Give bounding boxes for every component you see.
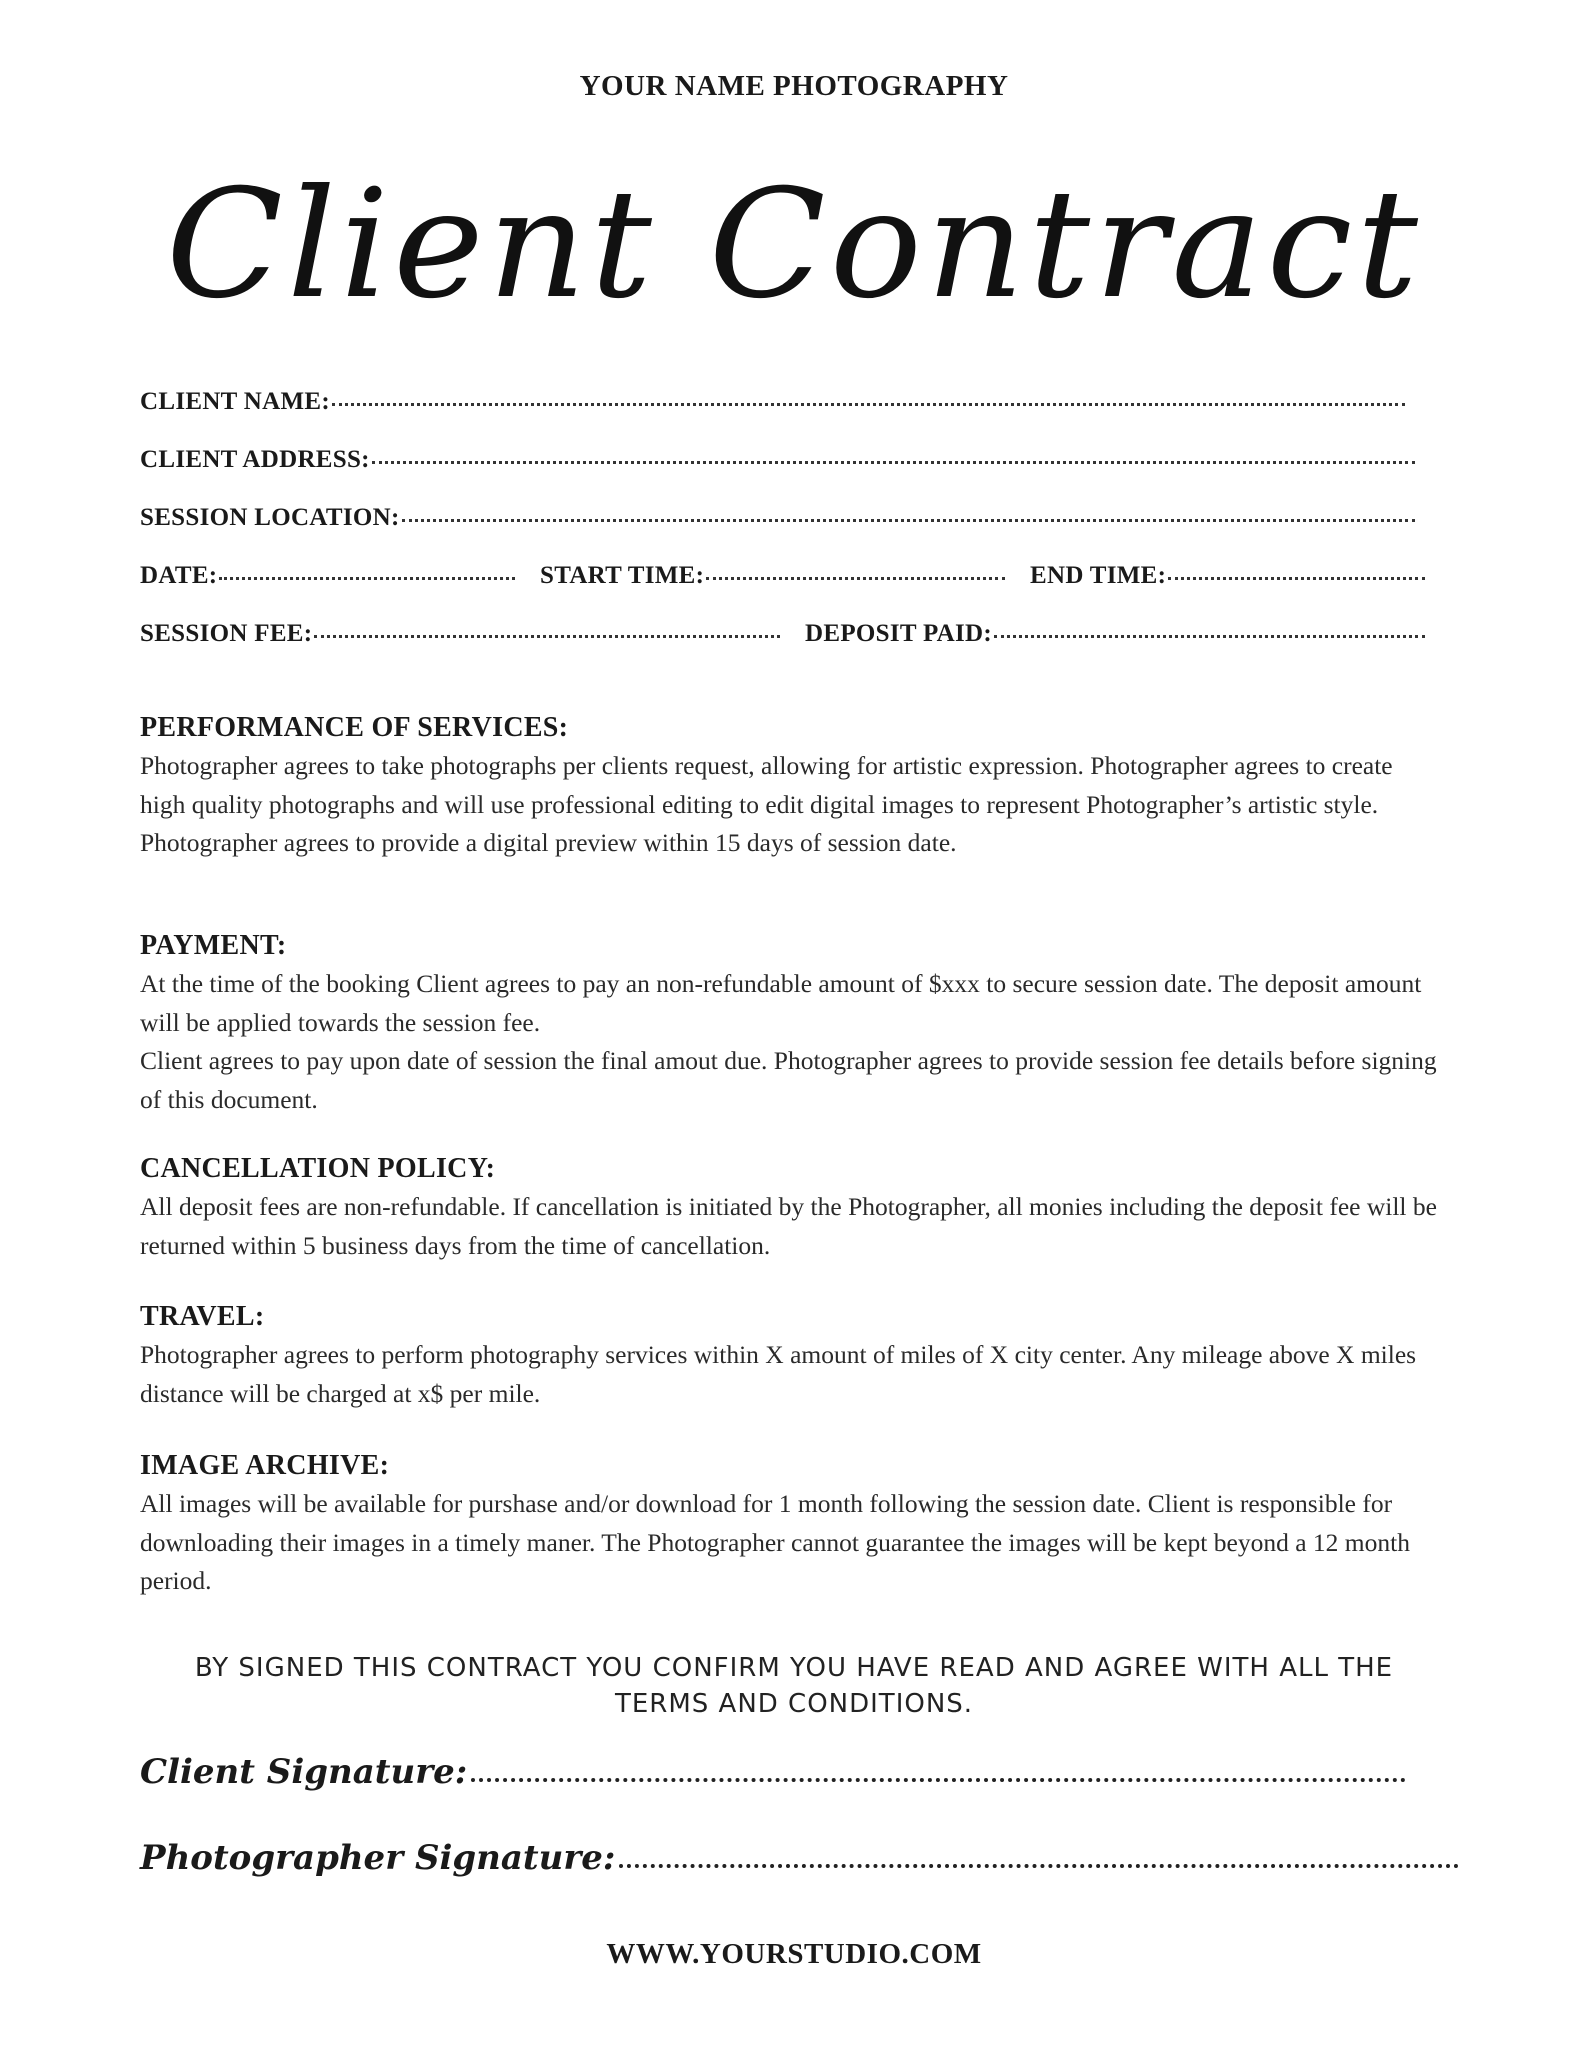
section-body: Photographer agrees to take photographs per clients request, allowing for artistic expression. Photographer agrees to create high quality photographs and will use professional editing to edit digital images to represent Photographer’s artistic style. Photographer agrees to provide a digital preview within 15 days of session date. [140, 751, 1393, 857]
deposit-paid-field[interactable] [805, 620, 1425, 648]
end-time-line [1168, 577, 1425, 580]
photographer-signature-field[interactable] [140, 1838, 1459, 1878]
section-heading: TRAVEL: [140, 1301, 265, 1332]
section-cancellation [140, 1150, 1440, 1265]
end-time-field[interactable] [1030, 562, 1425, 590]
start-time-label: START TIME: [540, 562, 705, 589]
date-time-row [140, 562, 1435, 620]
section-body: All images will be available for purshase and/or download for 1 month following the session date. Client is responsible for downloading their images in a timely maner. The Photographer cannot guarantee the images will be kept beyond a 12 month period. [140, 1489, 1410, 1595]
deposit-paid-label: DEPOSIT PAID: [805, 620, 993, 647]
photographer-signature-line [619, 1864, 1459, 1868]
section-performance [140, 709, 1440, 863]
session-location-row [140, 504, 1435, 562]
section-body: Photographer agrees to perform photography services within X amount of miles of X city center. Any mileage above X miles distance will be charged at x$ per mile. [140, 1340, 1417, 1408]
session-fee-label: SESSION FEE: [140, 620, 313, 647]
studio-website[interactable]: WWW.YOURSTUDIO.COM [606, 1938, 982, 1970]
fee-row [140, 620, 1435, 678]
client-signature-label: Client Signature: [140, 1752, 468, 1792]
section-image-archive [140, 1447, 1440, 1601]
confirmation-line-1: BY SIGNED THIS CONTRACT YOU CONFIRM YOU HAVE READ AND AGREE WITH ALL THE [194, 1653, 1394, 1683]
client-name-field[interactable] [140, 388, 1405, 416]
start-time-line [706, 577, 1005, 580]
confirmation-notice [0, 1650, 1588, 1722]
date-line [219, 577, 515, 580]
deposit-paid-line [994, 635, 1425, 638]
section-heading: PAYMENT: [140, 930, 287, 961]
session-location-field[interactable] [140, 504, 1415, 532]
section-heading: CANCELLATION POLICY: [140, 1153, 496, 1184]
section-heading: PERFORMANCE OF SERVICES: [140, 712, 569, 743]
date-field[interactable] [140, 562, 515, 590]
section-body-continued: Client agrees to pay upon date of session the final amout due. Photographer agrees to provide session fee details before signing of this document. [140, 1046, 1437, 1114]
client-address-line [372, 461, 1415, 464]
client-address-row [140, 446, 1435, 504]
brand-name: YOUR NAME PHOTOGRAPHY [579, 70, 1009, 102]
client-name-line [332, 403, 1405, 406]
confirmation-line-2: TERMS AND CONDITIONS. [614, 1689, 974, 1719]
start-time-field[interactable] [540, 562, 1005, 590]
session-location-line [402, 519, 1415, 522]
end-time-label: END TIME: [1030, 562, 1167, 589]
client-name-label: CLIENT NAME: [140, 388, 330, 415]
section-travel [140, 1298, 1440, 1413]
photographer-signature-label: Photographer Signature: [140, 1838, 616, 1878]
document-title: Client Contract [165, 158, 1423, 332]
section-heading: IMAGE ARCHIVE: [140, 1450, 390, 1481]
session-location-label: SESSION LOCATION: [140, 504, 400, 531]
client-address-field[interactable] [140, 446, 1415, 474]
client-signature-field[interactable] [140, 1752, 1406, 1792]
client-info-fields [140, 388, 1435, 678]
section-body: At the time of the booking Client agrees to pay an non-refundable amount of $xxx to secure session date. The deposit amount will be applied towards the session fee. [140, 969, 1422, 1037]
section-payment [140, 927, 1440, 1119]
section-body: All deposit fees are non-refundable. If cancellation is initiated by the Photographer, all monies including the deposit fee will be returned within 5 business days from the time of cancellation. [140, 1192, 1437, 1260]
client-name-row [140, 388, 1435, 446]
client-address-label: CLIENT ADDRESS: [140, 446, 370, 473]
session-fee-line [314, 635, 780, 638]
session-fee-field[interactable] [140, 620, 780, 648]
date-label: DATE: [140, 562, 218, 589]
client-signature-line [471, 1778, 1406, 1782]
